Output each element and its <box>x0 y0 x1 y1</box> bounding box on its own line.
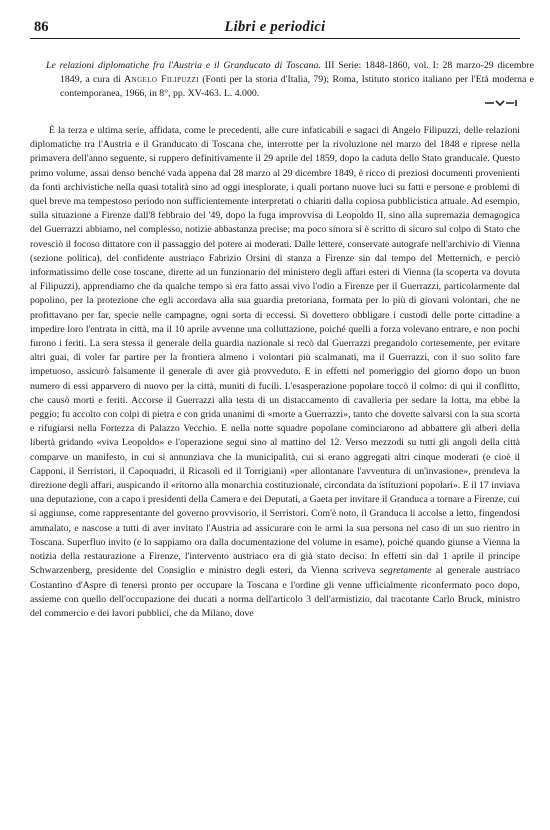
citation-series: III Serie: 1848-1860, vol. I: 28 marzo-29 dicembre 1849, a cura di <box>60 60 534 86</box>
citation-editor: Angelo Filipuzzi <box>124 74 199 86</box>
review-text-italic: segretamente <box>379 565 432 577</box>
page-number: 86 <box>34 19 49 35</box>
review-body <box>30 124 520 621</box>
reviewer-signature-mark <box>484 99 520 107</box>
review-text: È la terza e ultima serie, affidata, come le precedenti, alle cure infaticabili e sagaci di Angelo Filipuzzi, delle relazioni diplomatiche tra l'Austria e il Granducato di Toscana che, interrotte per la rivoluzione nel marzo del 1848 e riprese nella primavera dell'anno seguente, si ruppero definitivamente il 29 aprile del 1859, dopo la caduta dello Stato granducale. Questo primo volume, assai denso benché vada appena dal 28 marzo al 29 dicembre 1849, è ricco di preziosi documenti provenienti da fonti archivistiche nella quasi totalità sino ad oggi inesplorate, i quali portano nuove luci su fatti e persone e problemi di quel breve ma tempestoso periodo non sufficientemente interpretati o chiariti dalla copiosa pubblicistica attuale. Ad esempio, sulla situazione a Firenze dall'8 febbraio del '49, dopo la fuga improvvisa di Leopoldo II, sino alla supremazia demagogica del Guerrazzi abbiamo, nel complesso, notizie abbastanza precise; ma poco sinora si è scritto di sicuro sul colpo di Stato che rovesciò il focoso dittatore con il passaggio del potere ai moderati. Dalle lettere, conservate autografe nell'archivio di Vienna (sezione politica), del confidente austriaco Fabrizio Orsini di stanza a Firenze sin dal tempo del Metternich, e perciò informatissimo delle cose toscane, dirette ad un funzionario del ministero degli affari esteri di Vienna (la scoperta va dovuta al Filipuzzi), apprendiamo che da qualche tempo si era fatto assai vivo l'odio a Firenze per il Guerrazzi, particolarmente dal popolino, per la protezione che egli accordava alla sua guardia pretoriana, formata per lo più di giovani volontari, che ne profittavano per far, specie nelle campagne, ogni sorta di eccessi. Si dovettero obbligare i custodi delle porte cittadine a impedire loro l'entrata in città, ma il 10 aprile avvenne una colluttazione, poiché quelli a forza volevano entrare, e non pochi furono i feriti. La sera stessa il generale della guardia nazionale si recò dal Guerrazzi pregandolo cortesemente, per evitare altri guai, di voler far partire per la frontiera almeno i volontari più scalmanati, ma il Guerrazzi, con il suo solito fare impetuoso, assicurò falsamente il generale di aver già provveduto. E in effetti nel pomeriggio del giorno dopo un buon numero di essi apparvero di nuovo per la città, muniti di fucili. L'esasperazione popolare toccò il colmo: di qui il conflitto, che causò morti e feriti. Accorse il Guerrazzi alla testa di un distaccamento di cavalleria per sedare la lotta, ma ebbe la peggio; fu accolto con colpi di pietra e con grida unanimi di «morte a Guerrazzi», tanto che dovette salvarsi con la sua scorta e rifugiarsi nella Fortezza di Palazzo Vecchio. E nella notte squadre popolane cominciarono ad abbattere gli alberi della libertà gridando «viva Leopoldo» e l'operazione seguì sino al mattino del 12. Verso mezzodì su tutti gli angoli della città comparve un manifesto, in cui si annunziava che la municipalità, cui si erano aggregati altri cinque moderati (e cioè il Capponi, il Serristori, il Capoquadri, il Ricasoli ed il Torrigiani) «per allontanare l'avventura di un'invasione», prendeva la direzione degli affari, auspicando il «ritorno alla monarchia costituzionale, circondata da istituzioni popolari». E il 17 inviava una deputazione, con a capo i presidenti della Camera e dei Deputati, a Gaeta per invitare il Granduca a tornare a Firenze, cui si aggiunse, come rappresentante del governo provvisorio, il Serristori. Com'è noto, il Granduca li accolse a letto, fingendosi ammalato, e nascose a tutti di aver invitato l'Austria ad assicurare con le armi la sua persona nel caso di un suo rientro in Toscana. Superfluo invito (e lo sappiamo ora dalla documentazione del volume in esame), poiché quando giunse a Vienna la notizia della restaurazione a Firenze, l'intervento austriaco era di già stato deciso. In effetti sin dal 1 aprile il principe Schwarzenberg, presidente del Consiglio e ministro degli esteri, da Vienna scriveva <box>30 125 520 577</box>
page-header <box>30 18 520 39</box>
running-title: Libri e periodici <box>224 19 326 35</box>
citation-title: Le relazioni diplomatiche fra l'Austria e il Granducato di Toscana. <box>46 60 321 71</box>
review-paragraph <box>30 124 520 621</box>
citation-details: (Fonti per la storia d'Italia, 79); Roma, Istituto storico italiano per l'Età moderna e contemporanea, 1966, in 8°, pp. XV-463. L. 4.000. <box>60 74 535 100</box>
review-text-end: al generale austriaco Costantino d'Aspre di tenersi pronto per occupare la Toscana e l'ordine gli venne ufficialmente riconfermato poco dopo, assieme con quello dell'occupazione dei ducati a norma dell'articolo 3 dell'armistizio, dal tracotante Carlo Bruck, ministro del commercio e dei lavori pubblici, che da Milano, dove <box>30 565 520 619</box>
book-citation <box>46 59 534 102</box>
